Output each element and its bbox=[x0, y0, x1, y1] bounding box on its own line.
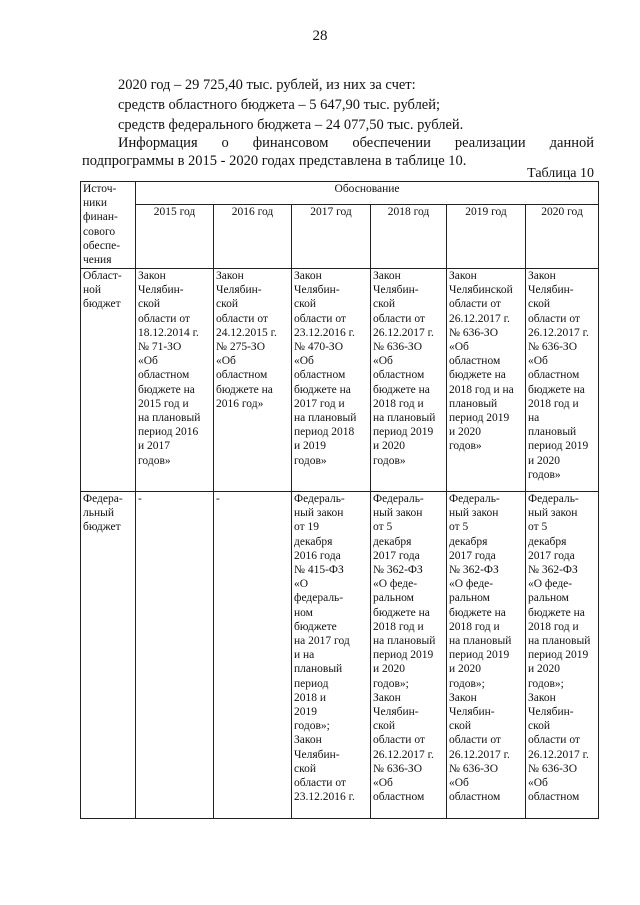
cell-text-line: Закон bbox=[528, 270, 556, 282]
paragraph-line: средств областного бюджета – 5 647,90 тыс. рублей; bbox=[118, 97, 441, 113]
cell-text-line: ный закон bbox=[528, 507, 578, 520]
cell-text-line: годов»; bbox=[373, 677, 409, 690]
cell-text-line: «О феде- bbox=[449, 578, 494, 591]
cell-text-line: № 362-ФЗ bbox=[449, 564, 499, 577]
cell-text-line: бюджете на bbox=[449, 606, 506, 619]
cell-text-line: № 362-ФЗ bbox=[373, 564, 423, 577]
cell-text-line: период 2019 bbox=[528, 649, 589, 662]
cell-text-line: 2019 bbox=[294, 706, 317, 719]
cell-text-line: на плановый bbox=[449, 635, 512, 648]
cell-text-line: годов»; bbox=[294, 720, 330, 733]
cell-text-line: области от bbox=[528, 312, 580, 325]
paragraph-justified-line bbox=[118, 134, 594, 153]
cell-text-line: Закон bbox=[449, 270, 477, 282]
cell-text-line: на плановый bbox=[294, 412, 357, 425]
cell-text-line: ской bbox=[528, 298, 551, 311]
cell-text-line: декабря bbox=[373, 535, 412, 548]
cell-text-line: ный закон bbox=[373, 507, 423, 520]
cell-text-line: Федера- bbox=[83, 493, 123, 505]
cell-text-line: Закон bbox=[216, 270, 244, 282]
cell-text-line: от 5 bbox=[449, 521, 469, 534]
page-number: 28 bbox=[312, 28, 328, 44]
cell-text-line: 23.12.2016 г. bbox=[294, 326, 355, 339]
cell-text-line: ной bbox=[83, 284, 102, 297]
cell-text-line: Челябин- bbox=[216, 284, 262, 297]
cell-text-line: 26.12.2017 г. bbox=[528, 326, 589, 339]
cell-text-line: 26.12.2017 г. bbox=[449, 312, 510, 325]
cell-text-line: на плановый bbox=[528, 635, 591, 648]
header-source-cell bbox=[81, 182, 136, 269]
cell-text-line: Челябин- bbox=[528, 706, 574, 719]
cell-text-line: 2017 года bbox=[373, 549, 420, 562]
cell-text-line: 2016 год» bbox=[216, 397, 264, 410]
table-row bbox=[81, 269, 599, 492]
paragraph-line: средств федерального бюджета – 24 077,50 тыс. рублей. bbox=[118, 117, 464, 133]
cell-text-line: бюджете на bbox=[138, 383, 195, 396]
cell-text-line: период 2016 bbox=[138, 426, 199, 439]
paragraph-line: 2020 год – 29 725,40 тыс. рублей, из них за счет: bbox=[118, 77, 416, 93]
year-header-cell: 2019 год bbox=[447, 205, 526, 269]
cell-text-line: Челябин- bbox=[294, 748, 340, 761]
cell-text-line: декабря bbox=[528, 535, 567, 548]
cell-text-line: обеспе- bbox=[83, 239, 121, 252]
cell-text-line: Челябин- bbox=[528, 284, 574, 297]
cell-text-line: льный bbox=[83, 507, 115, 520]
cell-text-line: Челябин- bbox=[294, 284, 340, 297]
cell-text-line: бюджете на bbox=[294, 383, 351, 396]
word: о bbox=[221, 135, 229, 151]
cell-text-line: ный закон bbox=[294, 507, 344, 520]
cell-text-line: бюджете bbox=[294, 620, 337, 633]
cell-text-line: и 2020 bbox=[373, 663, 406, 676]
cell-text-line: период 2019 bbox=[373, 426, 434, 439]
cell-text-line: областном bbox=[216, 369, 268, 382]
cell-text-line: ном bbox=[294, 606, 313, 619]
cell-text-line: Закон bbox=[373, 691, 401, 704]
cell-text-line: областном bbox=[449, 355, 501, 368]
table-caption: Таблица 10 bbox=[527, 166, 594, 181]
cell-text-line: Закон bbox=[528, 691, 556, 704]
cell-text-line: от 19 bbox=[294, 521, 319, 534]
cell-text-line: бюджет bbox=[83, 298, 121, 311]
cell-text-line: Федераль- bbox=[528, 493, 579, 505]
cell-text-line: и 2020 bbox=[528, 663, 561, 676]
cell-text-line: годов» bbox=[449, 440, 482, 453]
cell-text-line: федераль- bbox=[294, 592, 344, 605]
cell-text-line: областном bbox=[294, 369, 346, 382]
cell-text-line: области от bbox=[528, 734, 580, 747]
cell-text-line: от 5 bbox=[528, 521, 548, 534]
cell-text-line: «Об bbox=[373, 355, 393, 368]
cell-text-line: Закон bbox=[294, 734, 322, 747]
cell-text-line: области от bbox=[294, 312, 346, 325]
cell-text-line: областном bbox=[373, 791, 425, 804]
cell-text-line: ской bbox=[216, 298, 239, 311]
cell-text-line: бюджете на bbox=[373, 383, 430, 396]
cell-text-line: «О bbox=[294, 578, 309, 591]
cell-text-line: период 2018 bbox=[294, 426, 355, 439]
cell-text-line: ской bbox=[528, 720, 551, 733]
cell-text-line: № 636-ЗО bbox=[373, 762, 422, 775]
cell-text-line: на плановый bbox=[138, 412, 201, 425]
cell-text-line: годов» bbox=[528, 468, 561, 481]
year-header-cell: 2020 год bbox=[526, 205, 599, 269]
word: данной bbox=[549, 135, 594, 151]
basis-cell bbox=[371, 492, 447, 819]
basis-cell bbox=[292, 492, 371, 819]
cell-text-line: 26.12.2017 г. bbox=[528, 748, 589, 761]
cell-text-line: «Об bbox=[449, 341, 469, 354]
cell-text-line: «Об bbox=[528, 355, 548, 368]
cell-text-line: ской bbox=[373, 298, 396, 311]
cell-text-line: и 2020 bbox=[449, 426, 482, 439]
cell-text-line: Федераль- bbox=[449, 493, 500, 505]
cell-text-line: ральном bbox=[528, 592, 569, 605]
cell-text-line: годов» bbox=[373, 454, 406, 467]
cell-text-line: - bbox=[138, 493, 142, 505]
cell-text-line: ской bbox=[373, 720, 396, 733]
cell-text-line: плановый bbox=[449, 397, 498, 410]
source-cell bbox=[81, 492, 136, 819]
cell-text-line: бюджете на bbox=[528, 383, 585, 396]
cell-text-line: областном bbox=[449, 791, 501, 804]
cell-text-line: области от bbox=[373, 734, 425, 747]
cell-text-line: № 636-ЗО bbox=[449, 762, 498, 775]
cell-text-line: декабря bbox=[449, 535, 488, 548]
cell-text-line: «Об bbox=[373, 777, 393, 790]
word: финансовом bbox=[252, 135, 329, 151]
table-row bbox=[81, 492, 599, 819]
cell-text-line: - bbox=[216, 493, 220, 505]
word: реализации bbox=[454, 135, 526, 151]
cell-text-line: на 2017 год bbox=[294, 635, 350, 648]
cell-text-line: 18.12.2014 г. bbox=[138, 326, 199, 339]
word: обеспечении bbox=[352, 135, 431, 151]
cell-text-line: ской bbox=[294, 762, 317, 775]
cell-text-line: плановый bbox=[528, 426, 577, 439]
cell-text-line: годов» bbox=[138, 454, 171, 467]
cell-text-line: «Об bbox=[294, 355, 314, 368]
cell-text-line: 2018 и bbox=[294, 691, 327, 704]
cell-text-line: 2018 год и bbox=[528, 620, 579, 633]
cell-text-line: на плановый bbox=[373, 635, 436, 648]
cell-text-line: от 5 bbox=[373, 521, 393, 534]
cell-text-line: Федераль- bbox=[373, 493, 424, 505]
table-year-row bbox=[81, 205, 599, 269]
cell-text-line: Закон bbox=[294, 270, 322, 282]
cell-text-line: № 71-ЗО bbox=[138, 341, 182, 354]
cell-text-line: ральном bbox=[373, 592, 414, 605]
basis-cell bbox=[371, 269, 447, 492]
source-cell bbox=[81, 269, 136, 492]
cell-text-line: области от bbox=[216, 312, 268, 325]
cell-text-line: сового bbox=[83, 225, 116, 238]
basis-cell bbox=[526, 269, 599, 492]
cell-text-line: «Об bbox=[449, 777, 469, 790]
cell-text-line: Источ- bbox=[83, 183, 117, 195]
cell-text-line: Челябин- bbox=[449, 706, 495, 719]
cell-text-line: 2018 год и bbox=[373, 397, 424, 410]
cell-text-line: № 636-ЗО bbox=[449, 326, 498, 339]
cell-text-line: 2017 года bbox=[528, 549, 575, 562]
basis-cell bbox=[136, 269, 214, 492]
cell-text-line: годов»; bbox=[449, 677, 485, 690]
cell-text-line: Област- bbox=[83, 270, 122, 282]
cell-text-line: 24.12.2015 г. bbox=[216, 326, 277, 339]
cell-text-line: ской bbox=[294, 298, 317, 311]
cell-text-line: бюджете на bbox=[373, 606, 430, 619]
year-header-cell: 2015 год bbox=[136, 205, 214, 269]
cell-text-line: областном bbox=[528, 369, 580, 382]
cell-text-line: 26.12.2017 г. bbox=[449, 748, 510, 761]
cell-text-line: плановый bbox=[294, 663, 343, 676]
cell-text-line: области от bbox=[449, 734, 501, 747]
basis-cell bbox=[447, 492, 526, 819]
cell-text-line: период bbox=[294, 677, 329, 690]
cell-text-line: период 2019 bbox=[373, 649, 434, 662]
cell-text-line: и 2019 bbox=[294, 440, 327, 453]
financing-table bbox=[80, 181, 599, 819]
year-header-cell: 2018 год bbox=[371, 205, 447, 269]
cell-text-line: областном bbox=[373, 369, 425, 382]
cell-text-line: Челябин- bbox=[373, 284, 419, 297]
cell-text-line: областном bbox=[138, 369, 190, 382]
cell-text-line: на bbox=[528, 412, 540, 425]
header-basis-cell: Обоснование bbox=[136, 182, 599, 205]
cell-text-line: 2018 год и bbox=[528, 397, 579, 410]
cell-text-line: «Об bbox=[528, 777, 548, 790]
basis-cell bbox=[214, 269, 292, 492]
cell-text-line: Челябинской bbox=[449, 284, 513, 297]
cell-text-line: 26.12.2017 г. bbox=[373, 326, 434, 339]
cell-text-line: бюджете на bbox=[216, 383, 273, 396]
cell-text-line: «Об bbox=[216, 355, 236, 368]
cell-text-line: 2018 год и на bbox=[449, 383, 514, 396]
cell-text-line: 2018 год и bbox=[449, 620, 500, 633]
cell-text-line: годов» bbox=[294, 454, 327, 467]
cell-text-line: декабря bbox=[294, 535, 333, 548]
cell-text-line: 2017 года bbox=[449, 549, 496, 562]
cell-text-line: 2018 год и bbox=[373, 620, 424, 633]
cell-text-line: № 362-ФЗ bbox=[528, 564, 578, 577]
cell-text-line: и 2017 bbox=[138, 440, 171, 453]
cell-text-line: на плановый bbox=[373, 412, 436, 425]
cell-text-line: 2016 года bbox=[294, 549, 341, 562]
cell-text-line: чения bbox=[83, 254, 112, 267]
year-header-cell: 2017 год bbox=[292, 205, 371, 269]
cell-text-line: Челябин- bbox=[138, 284, 184, 297]
cell-text-line: № 470-ЗО bbox=[294, 341, 343, 354]
basis-cell bbox=[526, 492, 599, 819]
cell-text-line: годов»; bbox=[528, 677, 564, 690]
basis-cell bbox=[447, 269, 526, 492]
cell-text-line: «О феде- bbox=[373, 578, 418, 591]
table-header-row bbox=[81, 182, 599, 205]
cell-text-line: области от bbox=[138, 312, 190, 325]
cell-text-line: и 2020 bbox=[373, 440, 406, 453]
cell-text-line: области от bbox=[373, 312, 425, 325]
cell-text-line: 2015 год и bbox=[138, 397, 189, 410]
cell-text-line: Челябин- bbox=[373, 706, 419, 719]
basis-cell bbox=[292, 269, 371, 492]
cell-text-line: № 415-ФЗ bbox=[294, 564, 344, 577]
cell-text-line: ральном bbox=[449, 592, 490, 605]
cell-text-line: 2017 год и bbox=[294, 397, 345, 410]
cell-text-line: «О феде- bbox=[528, 578, 573, 591]
cell-text-line: период 2019 bbox=[528, 440, 589, 453]
cell-text-line: период 2019 bbox=[449, 649, 510, 662]
cell-text-line: областном bbox=[528, 791, 580, 804]
cell-text-line: период 2019 bbox=[449, 412, 510, 425]
word: Информация bbox=[118, 135, 198, 151]
cell-text-line: и на bbox=[294, 649, 315, 662]
basis-cell bbox=[136, 492, 214, 819]
cell-text-line: Закон bbox=[449, 691, 477, 704]
cell-text-line: ской bbox=[138, 298, 161, 311]
paragraph-line: подпрограммы в 2015 - 2020 годах представлена в таблице 10. bbox=[82, 153, 467, 169]
cell-text-line: 23.12.2016 г. bbox=[294, 791, 355, 804]
year-header-cell: 2016 год bbox=[214, 205, 292, 269]
cell-text-line: № 636-ЗО bbox=[528, 341, 577, 354]
cell-text-line: «Об bbox=[138, 355, 158, 368]
cell-text-line: финан- bbox=[83, 211, 118, 224]
cell-text-line: бюджет bbox=[83, 521, 121, 534]
cell-text-line: ники bbox=[83, 197, 108, 210]
cell-text-line: ный закон bbox=[449, 507, 499, 520]
cell-text-line: и 2020 bbox=[528, 454, 561, 467]
basis-cell bbox=[214, 492, 292, 819]
cell-text-line: и 2020 bbox=[449, 663, 482, 676]
cell-text-line: Закон bbox=[373, 270, 401, 282]
cell-text-line: Закон bbox=[138, 270, 166, 282]
cell-text-line: № 636-ЗО bbox=[528, 762, 577, 775]
cell-text-line: области от bbox=[294, 777, 346, 790]
cell-text-line: ской bbox=[449, 720, 472, 733]
cell-text-line: Федераль- bbox=[294, 493, 345, 505]
cell-text-line: № 275-ЗО bbox=[216, 341, 265, 354]
cell-text-line: области от bbox=[449, 298, 501, 311]
cell-text-line: бюджете на bbox=[449, 369, 506, 382]
cell-text-line: 26.12.2017 г. bbox=[373, 748, 434, 761]
cell-text-line: № 636-ЗО bbox=[373, 341, 422, 354]
cell-text-line: бюджете на bbox=[528, 606, 585, 619]
